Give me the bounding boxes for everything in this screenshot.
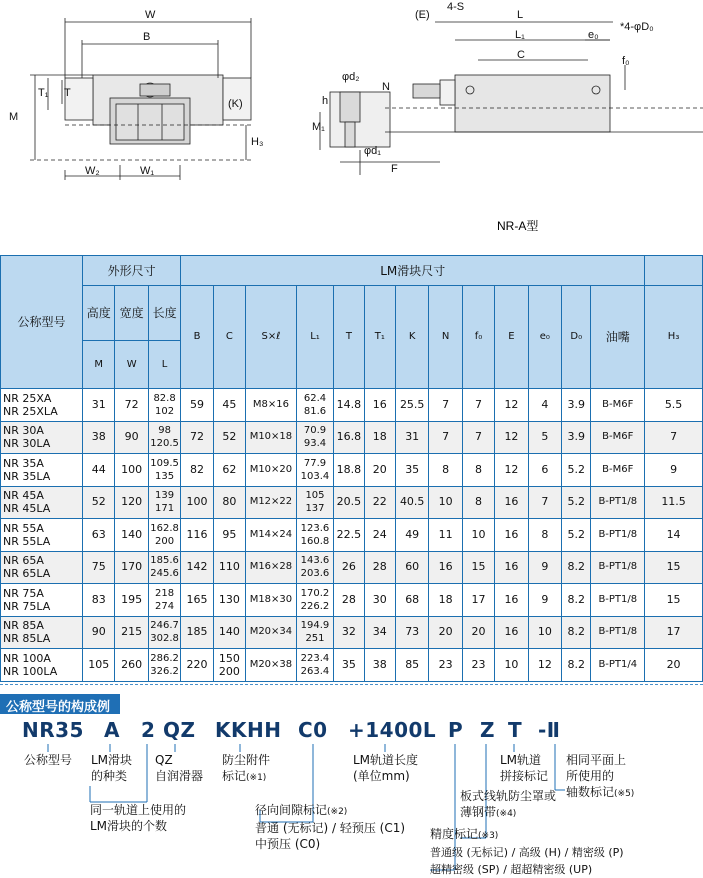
dim-B: B <box>143 31 151 43</box>
cell-T1: 34 <box>364 616 395 649</box>
cell-K: 85 <box>395 649 428 682</box>
cell-C: 95 <box>213 519 245 552</box>
header-C: C <box>213 286 245 389</box>
label-rail-length: LM轨道长度 (单位mm) <box>353 753 419 783</box>
cell-L1: 194.9 251 <box>296 616 333 649</box>
cell-H3: 5.5 <box>645 389 703 422</box>
code-kkhh: KKHH <box>215 718 282 742</box>
dim-E: (E) <box>415 9 430 21</box>
cell-S: M18×30 <box>246 584 297 617</box>
header-D0: D₀ <box>562 286 591 389</box>
top-view-drawing <box>385 22 703 132</box>
cell-W: 140 <box>115 519 148 552</box>
dim-C: C <box>517 49 525 61</box>
cell-M: 90 <box>83 616 115 649</box>
cell-T1: 22 <box>364 486 395 519</box>
cell-T: 22.5 <box>334 519 364 552</box>
cell-e0: 8 <box>528 519 561 552</box>
spec-table <box>0 255 703 682</box>
cell-L: 98 120.5 <box>148 421 180 454</box>
cell-e0: 6 <box>528 454 561 487</box>
cell-H3: 14 <box>645 519 703 552</box>
cell-f0: 23 <box>462 649 494 682</box>
cell-K: 40.5 <box>395 486 428 519</box>
header-M: M <box>83 341 115 389</box>
cell-model: NR 75A NR 75LA <box>1 584 83 617</box>
cell-L1: 123.6 160.8 <box>296 519 333 552</box>
cell-C: 52 <box>213 421 245 454</box>
cell-T: 20.5 <box>334 486 364 519</box>
label-block-count: 同一轨道上使用的 LM滑块的个数 <box>90 803 187 833</box>
code-nr35: NR35 <box>22 718 84 742</box>
cell-D0: 8.2 <box>562 616 591 649</box>
cell-grease: B-PT1/8 <box>591 519 645 552</box>
cell-T1: 28 <box>364 551 395 584</box>
cell-e0: 12 <box>528 649 561 682</box>
cell-M: 52 <box>83 486 115 519</box>
code-p: P <box>448 718 464 742</box>
code-a: A <box>104 718 120 742</box>
cell-T1: 38 <box>364 649 395 682</box>
cell-E: 10 <box>495 649 528 682</box>
cell-T: 28 <box>334 584 364 617</box>
model-number-example <box>0 684 703 875</box>
cell-T: 35 <box>334 649 364 682</box>
code-qz: QZ <box>163 718 196 742</box>
example-title: 公称型号的构成例 <box>0 694 120 714</box>
cell-D0: 3.9 <box>562 421 591 454</box>
header-L1: L₁ <box>296 286 333 389</box>
cell-M: 38 <box>83 421 115 454</box>
cell-e0: 9 <box>528 584 561 617</box>
cell-T1: 20 <box>364 454 395 487</box>
cell-T: 32 <box>334 616 364 649</box>
side-section-drawing <box>320 92 440 175</box>
cell-N: 7 <box>429 389 462 422</box>
dim-T: T <box>64 87 71 99</box>
dim-F: F <box>391 163 398 175</box>
cell-grease: B-PT1/8 <box>591 616 645 649</box>
cell-M: 63 <box>83 519 115 552</box>
cell-C: 45 <box>213 389 245 422</box>
dim-L1: L₁ <box>515 29 525 41</box>
cell-C: 62 <box>213 454 245 487</box>
table-row <box>1 584 703 617</box>
cell-grease: B-PT1/8 <box>591 584 645 617</box>
dim-H3: H₃ <box>251 136 264 148</box>
cell-H3: 11.5 <box>645 486 703 519</box>
cell-e0: 10 <box>528 616 561 649</box>
cell-K: 73 <box>395 616 428 649</box>
cell-S: M8×16 <box>246 389 297 422</box>
cell-D0: 5.2 <box>562 519 591 552</box>
header-height: 高度 <box>83 286 115 341</box>
cell-N: 16 <box>429 551 462 584</box>
cell-H3: 17 <box>645 616 703 649</box>
cell-N: 23 <box>429 649 462 682</box>
table-row <box>1 486 703 519</box>
cell-M: 44 <box>83 454 115 487</box>
header-blank <box>645 256 703 286</box>
table-row <box>1 551 703 584</box>
cell-S: M10×20 <box>246 454 297 487</box>
header-E: E <box>495 286 528 389</box>
header-L: L <box>148 341 180 389</box>
cell-T1: 30 <box>364 584 395 617</box>
dim-h: h <box>322 95 329 107</box>
cell-K: 68 <box>395 584 428 617</box>
cell-S: M20×38 <box>246 649 297 682</box>
cell-grease: B-M6F <box>591 421 645 454</box>
cell-grease: B-PT1/8 <box>591 551 645 584</box>
cell-K: 31 <box>395 421 428 454</box>
cell-B: 59 <box>181 389 213 422</box>
cell-T: 16.8 <box>334 421 364 454</box>
cell-S: M20×34 <box>246 616 297 649</box>
cell-H3: 15 <box>645 551 703 584</box>
cell-f0: 7 <box>462 389 494 422</box>
header-outer: 外形尺寸 <box>83 256 181 286</box>
cell-E: 12 <box>495 389 528 422</box>
dim-M: M <box>9 111 19 123</box>
cell-model: NR 30A NR 30LA <box>1 421 83 454</box>
cell-L1: 223.4 263.4 <box>296 649 333 682</box>
cell-T1: 18 <box>364 421 395 454</box>
table-row <box>1 389 703 422</box>
cell-N: 20 <box>429 616 462 649</box>
dim-T1: T₁ <box>38 87 49 99</box>
code-2: 2 <box>141 718 156 742</box>
dim-S: 4-S <box>447 1 465 13</box>
dim-L: L <box>517 9 524 21</box>
dim-d2: φd₂ <box>342 71 360 83</box>
header-model: 公称型号 <box>1 256 83 389</box>
dim-D0: *4-φD₀ <box>620 21 654 33</box>
dim-K: (K) <box>228 98 243 110</box>
cell-E: 12 <box>495 454 528 487</box>
cell-grease: B-PT1/8 <box>591 486 645 519</box>
dim-W: W <box>145 9 156 21</box>
code-t: T <box>508 718 523 742</box>
cell-K: 25.5 <box>395 389 428 422</box>
cell-H3: 20 <box>645 649 703 682</box>
cell-T: 18.8 <box>334 454 364 487</box>
cell-S: M16×28 <box>246 551 297 584</box>
table-row <box>1 519 703 552</box>
cell-model: NR 25XA NR 25XLA <box>1 389 83 422</box>
cell-C: 80 <box>213 486 245 519</box>
dim-e0: e₀ <box>588 29 599 41</box>
cell-L: 185.6 245.6 <box>148 551 180 584</box>
cell-f0: 7 <box>462 421 494 454</box>
cell-B: 165 <box>181 584 213 617</box>
front-view-drawing <box>30 18 251 180</box>
cell-L1: 70.9 93.4 <box>296 421 333 454</box>
label-clearance: 径向间隙标记(※2) 普通 (无标记) / 轻预压 (C1) 中预压 (C0) <box>255 803 406 851</box>
header-grease: 油嘴 <box>591 286 645 389</box>
header-H3: H₃ <box>645 286 703 389</box>
cell-T: 14.8 <box>334 389 364 422</box>
cell-D0: 5.2 <box>562 454 591 487</box>
cell-B: 100 <box>181 486 213 519</box>
header-T1: T₁ <box>364 286 395 389</box>
dimension-drawings <box>0 0 703 255</box>
cell-H3: 7 <box>645 421 703 454</box>
cell-N: 7 <box>429 421 462 454</box>
cell-N: 10 <box>429 486 462 519</box>
header-length: 长度 <box>148 286 180 341</box>
divider <box>0 684 703 685</box>
cell-T1: 24 <box>364 519 395 552</box>
cell-E: 16 <box>495 486 528 519</box>
label-joint: LM轨道 拼接标记 <box>500 753 549 783</box>
cell-L: 109.5 135 <box>148 454 180 487</box>
header-f0: f₀ <box>462 286 494 389</box>
label-qz: QZ 自润滑器 <box>155 753 204 783</box>
cell-D0: 5.2 <box>562 486 591 519</box>
cell-f0: 20 <box>462 616 494 649</box>
cell-e0: 7 <box>528 486 561 519</box>
cell-L1: 105 137 <box>296 486 333 519</box>
header-T: T <box>334 286 364 389</box>
table-row <box>1 616 703 649</box>
cell-model: NR 55A NR 55LA <box>1 519 83 552</box>
table-row <box>1 421 703 454</box>
code-z: Z <box>480 718 496 742</box>
cell-D0: 8.2 <box>562 649 591 682</box>
code-c0: C0 <box>298 718 328 742</box>
cell-C: 140 <box>213 616 245 649</box>
cell-L1: 77.9 103.4 <box>296 454 333 487</box>
label-model: 公称型号 <box>24 753 73 767</box>
header-lm: LM滑块尺寸 <box>181 256 645 286</box>
cell-W: 195 <box>115 584 148 617</box>
cell-model: NR 65A NR 65LA <box>1 551 83 584</box>
cell-e0: 5 <box>528 421 561 454</box>
label-cover: 板式线轨防尘罩或 薄钢带(※4) <box>460 789 557 819</box>
cell-L: 246.7 302.8 <box>148 616 180 649</box>
cell-L1: 170.2 226.2 <box>296 584 333 617</box>
cell-C: 130 <box>213 584 245 617</box>
cell-N: 8 <box>429 454 462 487</box>
cell-model: NR 35A NR 35LA <box>1 454 83 487</box>
cell-grease: B-M6F <box>591 454 645 487</box>
cell-D0: 8.2 <box>562 584 591 617</box>
cell-W: 215 <box>115 616 148 649</box>
header-B: B <box>181 286 213 389</box>
cell-K: 35 <box>395 454 428 487</box>
cell-M: 105 <box>83 649 115 682</box>
header-W: W <box>115 341 148 389</box>
cell-W: 100 <box>115 454 148 487</box>
top-view-labels <box>415 1 654 67</box>
cell-K: 49 <box>395 519 428 552</box>
header-S: S×ℓ <box>246 286 297 389</box>
cell-grease: B-M6F <box>591 389 645 422</box>
cell-L1: 62.4 81.6 <box>296 389 333 422</box>
cell-N: 18 <box>429 584 462 617</box>
code-rail-length: +1400L <box>348 718 437 742</box>
dim-M1: M₁ <box>312 121 325 133</box>
header-K: K <box>395 286 428 389</box>
cell-L1: 143.6 203.6 <box>296 551 333 584</box>
cell-B: 220 <box>181 649 213 682</box>
cell-L: 82.8 102 <box>148 389 180 422</box>
cell-L: 286.2 326.2 <box>148 649 180 682</box>
header-N: N <box>429 286 462 389</box>
dim-N: N <box>382 81 390 93</box>
label-dust: 防尘附件 标记(※1) <box>222 753 271 783</box>
cell-S: M10×18 <box>246 421 297 454</box>
cell-model: NR 45A NR 45LA <box>1 486 83 519</box>
label-axis: 相同平面上 所使用的 轴数标记(※5) <box>566 753 635 799</box>
cell-B: 116 <box>181 519 213 552</box>
cell-L: 139 171 <box>148 486 180 519</box>
cell-M: 83 <box>83 584 115 617</box>
cell-K: 60 <box>395 551 428 584</box>
cell-E: 16 <box>495 551 528 584</box>
cell-B: 185 <box>181 616 213 649</box>
cell-E: 16 <box>495 584 528 617</box>
cell-f0: 10 <box>462 519 494 552</box>
cell-M: 31 <box>83 389 115 422</box>
cell-T1: 16 <box>364 389 395 422</box>
cell-f0: 17 <box>462 584 494 617</box>
cell-C: 150 200 <box>213 649 245 682</box>
cell-B: 142 <box>181 551 213 584</box>
cell-f0: 8 <box>462 454 494 487</box>
code-axis: -Ⅱ <box>538 718 561 742</box>
cell-grease: B-PT1/4 <box>591 649 645 682</box>
label-precision: 精度标记(※3) 普通级 (无标记) / 高级 (H) / 精密级 (P) 超精密级 (SP) / 超超精密级 (UP) <box>430 827 624 876</box>
cell-E: 16 <box>495 519 528 552</box>
cell-D0: 3.9 <box>562 389 591 422</box>
cell-S: M12×22 <box>246 486 297 519</box>
cell-S: M14×24 <box>246 519 297 552</box>
cell-M: 75 <box>83 551 115 584</box>
cell-f0: 8 <box>462 486 494 519</box>
dim-d1: φd₁ <box>364 145 381 157</box>
cell-D0: 8.2 <box>562 551 591 584</box>
cell-E: 12 <box>495 421 528 454</box>
cell-model: NR 100A NR 100LA <box>1 649 83 682</box>
cell-f0: 15 <box>462 551 494 584</box>
cell-T: 26 <box>334 551 364 584</box>
cell-e0: 4 <box>528 389 561 422</box>
cell-L: 162.8 200 <box>148 519 180 552</box>
cell-E: 16 <box>495 616 528 649</box>
header-width: 宽度 <box>115 286 148 341</box>
table-row <box>1 454 703 487</box>
cell-W: 260 <box>115 649 148 682</box>
dim-W2: W₂ <box>85 165 100 177</box>
label-block-type: LM滑块 的种类 <box>91 753 133 783</box>
cell-W: 90 <box>115 421 148 454</box>
cell-B: 72 <box>181 421 213 454</box>
cell-e0: 9 <box>528 551 561 584</box>
table-row <box>1 649 703 682</box>
cell-W: 72 <box>115 389 148 422</box>
cell-L: 218 274 <box>148 584 180 617</box>
dim-f0: f₀ <box>622 55 630 67</box>
cell-N: 11 <box>429 519 462 552</box>
cell-W: 120 <box>115 486 148 519</box>
cell-model: NR 85A NR 85LA <box>1 616 83 649</box>
cell-W: 170 <box>115 551 148 584</box>
cell-H3: 9 <box>645 454 703 487</box>
drawing-caption: NR-A型 <box>497 219 539 233</box>
cell-H3: 15 <box>645 584 703 617</box>
cell-B: 82 <box>181 454 213 487</box>
dim-W1: W₁ <box>140 165 155 177</box>
header-e0: e₀ <box>528 286 561 389</box>
cell-C: 110 <box>213 551 245 584</box>
